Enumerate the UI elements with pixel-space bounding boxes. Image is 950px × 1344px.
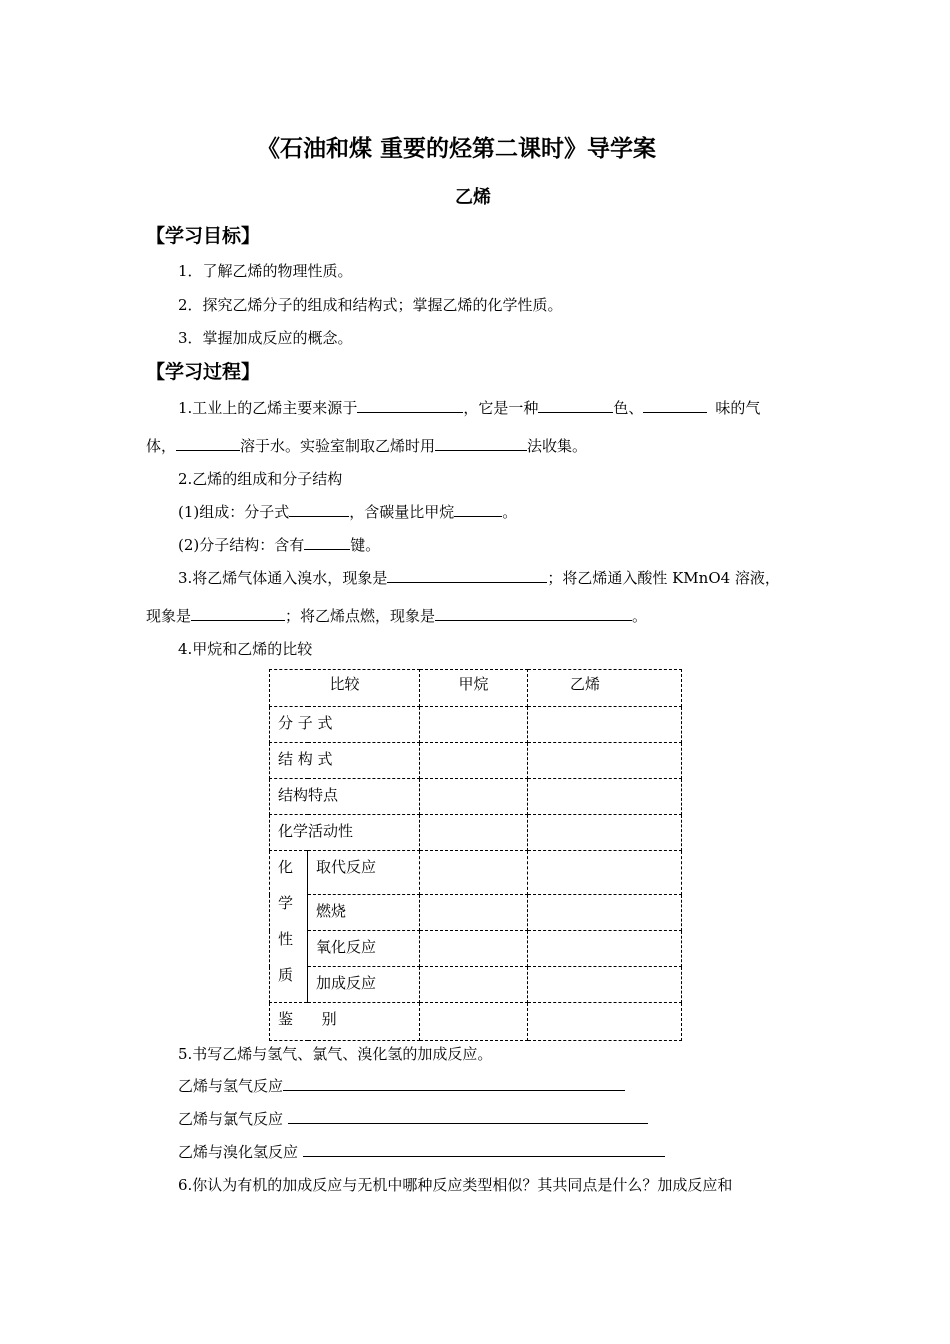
question-5-title: 5.书写乙烯与氢气、氯气、溴化氢的加成反应。 <box>178 1045 493 1063</box>
answer-cell[interactable] <box>420 931 528 967</box>
answer-cell[interactable] <box>528 967 682 1003</box>
table-row <box>270 707 682 743</box>
q3-text: 。 <box>632 607 648 625</box>
answer-cell[interactable] <box>420 743 528 779</box>
q5-label: 乙烯与氢气反应 <box>178 1077 284 1095</box>
question-2-title: 2.乙烯的组成和分子结构 <box>178 470 343 488</box>
row-label: 鉴 别 <box>270 1003 420 1041</box>
table-row <box>270 931 682 967</box>
row-label: 结构特点 <box>270 779 420 815</box>
q2-text: (1)组成：分子式 <box>178 503 290 521</box>
answer-blank[interactable] <box>289 502 349 517</box>
chem-char: 性 <box>278 930 294 948</box>
q1-text: 体， <box>146 437 177 455</box>
answer-cell[interactable] <box>528 707 682 743</box>
question-4-title: 4.甲烷和乙烯的比较 <box>178 640 313 658</box>
answer-blank[interactable] <box>176 436 240 451</box>
q5-label: 乙烯与溴化氢反应 <box>178 1143 303 1161</box>
goal-item: 2．探究乙烯分子的组成和结构式；掌握乙烯的化学性质。 <box>178 296 563 314</box>
q1-text: 法收集。 <box>527 437 588 455</box>
question-5-item <box>178 1076 625 1096</box>
q3-text: 3.将乙烯气体通入溴水，现象是 <box>178 569 388 587</box>
question-1-line-2 <box>146 436 587 456</box>
answer-blank[interactable] <box>283 1076 625 1091</box>
answer-cell[interactable] <box>420 815 528 851</box>
row-label: 燃烧 <box>308 895 420 931</box>
answer-blank[interactable] <box>643 398 707 413</box>
answer-blank[interactable] <box>435 436 527 451</box>
row-label: 分 子 式 <box>270 707 420 743</box>
q2-text: (2)分子结构：含有 <box>178 536 305 554</box>
answer-cell[interactable] <box>528 743 682 779</box>
table-row <box>270 967 682 1003</box>
answer-cell[interactable] <box>420 779 528 815</box>
table-row <box>270 851 682 895</box>
answer-cell[interactable] <box>420 707 528 743</box>
question-5-item <box>178 1109 648 1129</box>
answer-blank[interactable] <box>435 606 632 621</box>
q2-text: 。 <box>502 503 518 521</box>
chem-char: 学 <box>278 894 294 912</box>
q3-text: ；将乙烯通入酸性 KMnO4 溶液， <box>547 569 780 587</box>
q1-text: ，它是一种 <box>463 399 539 417</box>
row-label: 结 构 式 <box>270 743 420 779</box>
q2-text: 键。 <box>350 536 381 554</box>
process-heading: 【学习过程】 <box>146 361 261 383</box>
answer-cell[interactable] <box>420 851 528 895</box>
answer-blank[interactable] <box>454 502 502 517</box>
answer-cell[interactable] <box>528 851 682 895</box>
row-label: 化学活动性 <box>270 815 420 851</box>
answer-cell[interactable] <box>528 779 682 815</box>
table-row <box>270 1003 682 1041</box>
table-row <box>270 815 682 851</box>
header-cell: 比较 <box>270 670 420 707</box>
answer-blank[interactable] <box>191 606 285 621</box>
q5-label: 乙烯与氯气反应 <box>178 1110 288 1128</box>
answer-blank[interactable] <box>303 1142 665 1157</box>
goal-item: 1．了解乙烯的物理性质。 <box>178 262 353 280</box>
q1-text: 1.工业上的乙烯主要来源于 <box>178 399 358 417</box>
q3-text: ；将乙烯点燃，现象是 <box>285 607 436 625</box>
q2-text: ，含碳量比甲烷 <box>349 503 455 521</box>
goal-item: 3．掌握加成反应的概念。 <box>178 329 353 347</box>
q1-text: 味的气 <box>715 399 761 417</box>
answer-blank[interactable] <box>288 1109 648 1124</box>
table-row <box>270 895 682 931</box>
table-header-row <box>270 670 682 707</box>
comparison-table <box>269 669 682 1041</box>
page-subtitle: 乙烯 <box>455 187 491 208</box>
header-cell: 乙烯 <box>528 670 682 707</box>
answer-cell[interactable] <box>420 967 528 1003</box>
table-row <box>270 743 682 779</box>
question-5-item <box>178 1142 665 1162</box>
answer-blank[interactable] <box>387 568 547 583</box>
q1-text: 溶于水。实验室制取乙烯时用 <box>240 437 436 455</box>
q3-text: 现象是 <box>146 607 192 625</box>
question-1-line-1 <box>178 398 760 418</box>
question-6: 6.你认为有机的加成反应与无机中哪种反应类型相似？其共同点是什么？加成反应和 <box>178 1176 733 1194</box>
row-label: 取代反应 <box>308 851 420 895</box>
page-title: 《石油和煤 重要的烃第二课时》导学案 <box>257 136 657 162</box>
chem-char: 质 <box>278 966 294 984</box>
chem-char: 化 <box>278 858 294 876</box>
row-label: 加成反应 <box>308 967 420 1003</box>
answer-cell[interactable] <box>420 895 528 931</box>
row-label: 氧化反应 <box>308 931 420 967</box>
answer-cell[interactable] <box>420 1003 528 1041</box>
answer-blank[interactable] <box>304 535 350 550</box>
question-3-line-1 <box>178 568 780 588</box>
q1-text: 色、 <box>613 399 644 417</box>
question-3-line-2 <box>146 606 647 626</box>
answer-cell[interactable] <box>528 1003 682 1041</box>
answer-cell[interactable] <box>528 895 682 931</box>
goals-heading: 【学习目标】 <box>146 225 261 247</box>
question-2-line-2 <box>178 535 380 555</box>
answer-blank[interactable] <box>357 398 463 413</box>
header-cell: 甲烷 <box>420 670 528 707</box>
answer-cell[interactable] <box>528 931 682 967</box>
question-2-line-1 <box>178 502 517 522</box>
answer-cell[interactable] <box>528 815 682 851</box>
chem-property-label <box>270 851 308 1003</box>
answer-blank[interactable] <box>538 398 613 413</box>
table-row <box>270 779 682 815</box>
